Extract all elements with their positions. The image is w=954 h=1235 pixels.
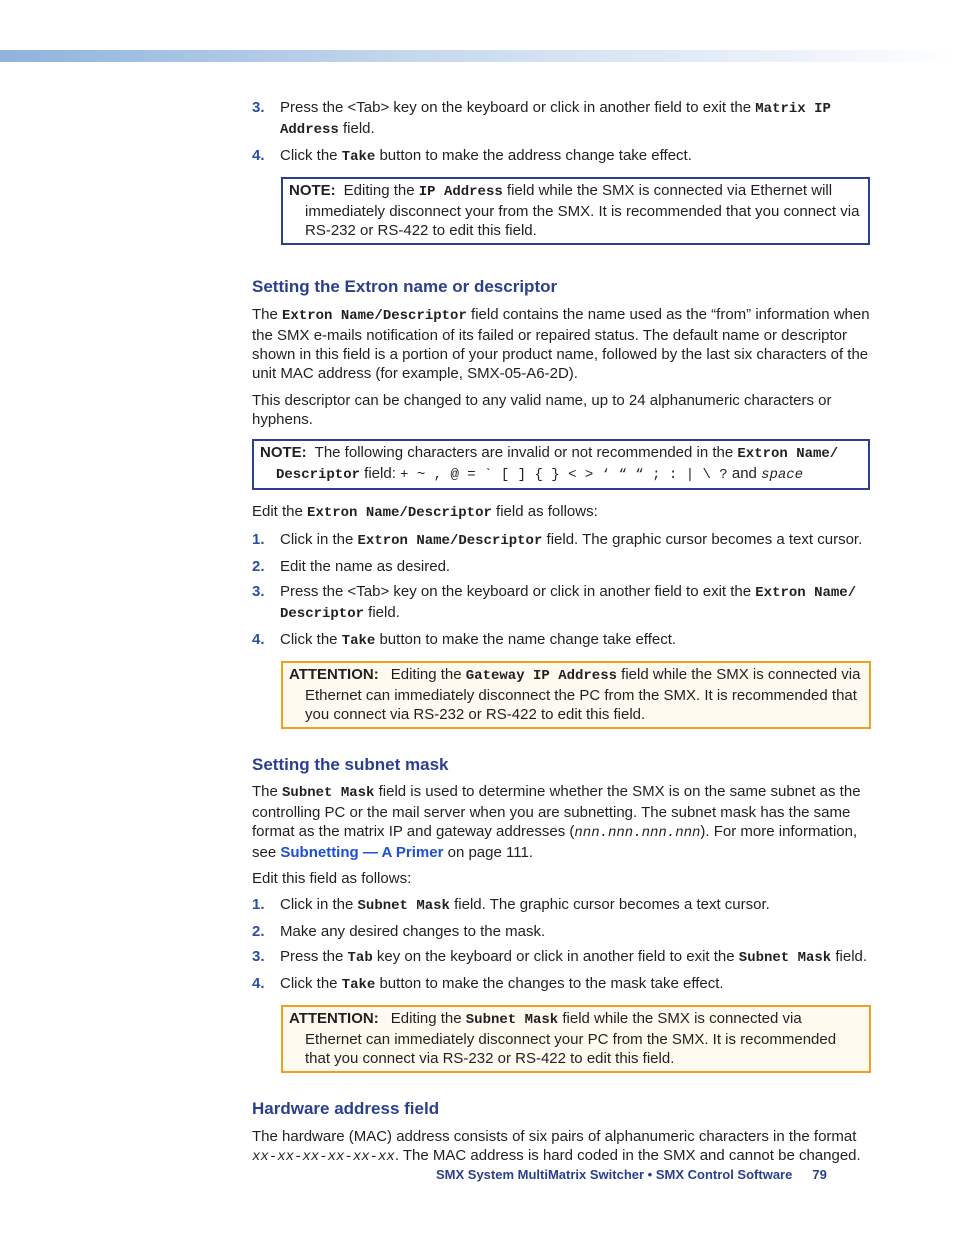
attention-box: ATTENTION: Editing the Subnet Mask field while the SMX is connected via Ethernet can immediately disconnect your PC from the SMX. It is recommended that you connect via RS-232 or RS-422 to edit this field.: [281, 1005, 871, 1073]
header-gradient-bar: [0, 50, 954, 62]
list-item: 2. Edit the name as desired.: [252, 558, 451, 575]
paragraph: The Extron Name/Descriptor field contains the name used as the “from” information when the SMX e-mails notification of its failed or repaired status. The default name or descriptor shown in this field is a portion of your product name, followed by the last six characters of the unit MAC address (for example, SMX-05-A6-2D).: [252, 306, 870, 382]
section-heading: Setting the subnet mask: [252, 755, 449, 774]
subnetting-primer-link[interactable]: Subnetting — A Primer: [280, 844, 444, 861]
list-item: 4. Click the Take button to make the name change take effect.: [252, 631, 677, 649]
list-item: 4. Click the Take button to make the address change take effect.: [252, 147, 692, 165]
list-item: 3. Press the <Tab> key on the keyboard or click in another field to exit the Matrix IP Address field.: [252, 99, 831, 138]
section-heading: Setting the Extron name or descriptor: [252, 277, 558, 296]
page-content: [252, 98, 872, 1167]
list-item: 3. Press the Tab key on the keyboard or click in another field to exit the Subnet Mask field.: [252, 948, 868, 966]
note-box: NOTE: The following characters are invalid or not recommended in the Extron Name/ Descriptor field: + ~ , @ = ` [ ] { } < > ‘ “ “ ; : | \ ? and space: [252, 439, 870, 490]
paragraph: Edit this field as follows:: [252, 870, 412, 887]
list-item: 2. Make any desired changes to the mask.: [252, 923, 546, 940]
list-item: 3. Press the <Tab> key on the keyboard or click in another field to exit the Extron Name/ Descriptor field.: [252, 583, 857, 622]
page-number: 79: [812, 1167, 827, 1182]
footer-title: SMX System MultiMatrix Switcher • SMX Control Software: [436, 1167, 793, 1182]
paragraph: This descriptor can be changed to any valid name, up to 24 alphanumeric characters or hyphens.: [252, 392, 832, 428]
paragraph: The Subnet Mask field is used to determine whether the SMX is on the same subnet as the controlling PC or the mail server when you are subnetting. The subnet mask has the same format as the matrix IP and gateway addresses (nnn.nnn.nnn.nnn). For more information, see Subnetting — A Primer on page 111.: [252, 783, 861, 861]
paragraph: Edit the Extron Name/Descriptor field as follows:: [252, 503, 598, 521]
list-item: 1. Click in the Subnet Mask field. The graphic cursor becomes a text cursor.: [252, 896, 770, 914]
paragraph: The hardware (MAC) address consists of six pairs of alphanumeric characters in the format xx-xx-xx-xx-xx-xx. The MAC address is hard coded in the SMX and cannot be changed.: [252, 1128, 861, 1165]
page-footer: [436, 1167, 868, 1182]
section-heading: Hardware address field: [252, 1099, 440, 1118]
list-item: 1. Click in the Extron Name/Descriptor field. The graphic cursor becomes a text cursor.: [252, 531, 863, 549]
list-item: 4. Click the Take button to make the changes to the mask take effect.: [252, 975, 724, 993]
note-box: NOTE: Editing the IP Address field while the SMX is connected via Ethernet will immediately disconnect your from the SMX. It is recommended that you connect via RS-232 or RS-422 to edit this field.: [281, 177, 870, 245]
attention-box: ATTENTION: Editing the Gateway IP Address field while the SMX is connected via Ethernet can immediately disconnect the PC from the SMX. It is recommended that you connect via RS-232 or RS-422 to edit this field.: [281, 661, 871, 729]
